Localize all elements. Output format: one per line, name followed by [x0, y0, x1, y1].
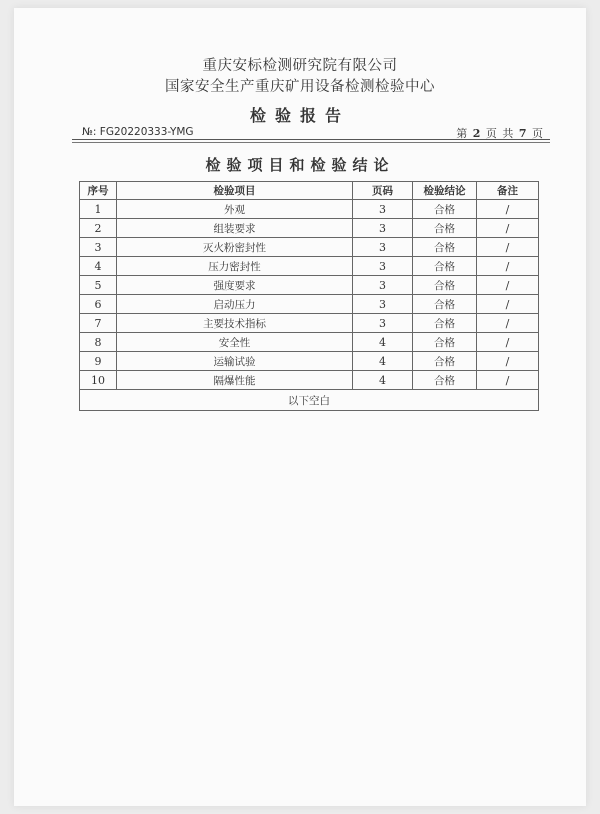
cell-page: 3 [353, 257, 413, 276]
page-current: 2 [472, 127, 482, 140]
table-row [80, 352, 539, 371]
cell-no: 1 [80, 200, 117, 219]
cell-remark: / [477, 219, 539, 238]
table-row [80, 238, 539, 257]
cell-conclusion: 合格 [413, 295, 477, 314]
header-rule-thin [72, 142, 550, 143]
cell-item: 主要技术指标 [117, 314, 353, 333]
inspection-table [79, 181, 539, 411]
column-header-conclusion: 检验结论 [413, 182, 477, 200]
cell-no: 2 [80, 219, 117, 238]
column-header-remark: 备注 [477, 182, 539, 200]
cell-conclusion: 合格 [413, 371, 477, 390]
table-row [80, 371, 539, 390]
cell-item: 灭火粉密封性 [117, 238, 353, 257]
cell-page: 3 [353, 219, 413, 238]
cell-item: 强度要求 [117, 276, 353, 295]
blank-below-note: 以下空白 [80, 390, 539, 411]
cell-no: 7 [80, 314, 117, 333]
table-row [80, 314, 539, 333]
cell-item: 外观 [117, 200, 353, 219]
report-number: №: FG20220333-YMG [82, 126, 194, 138]
header-rule [72, 139, 550, 140]
cell-item: 组装要求 [117, 219, 353, 238]
cell-item: 运输试验 [117, 352, 353, 371]
table-row [80, 257, 539, 276]
cell-conclusion: 合格 [413, 314, 477, 333]
column-header-item: 检验项目 [117, 182, 353, 200]
page-total: 7 [518, 127, 528, 140]
cell-no: 3 [80, 238, 117, 257]
cell-item: 安全性 [117, 333, 353, 352]
cell-remark: / [477, 352, 539, 371]
cell-no: 4 [80, 257, 117, 276]
cell-page: 4 [353, 333, 413, 352]
cell-page: 3 [353, 295, 413, 314]
cell-page: 3 [353, 314, 413, 333]
column-header-page: 页码 [353, 182, 413, 200]
cell-conclusion: 合格 [413, 257, 477, 276]
cell-page: 3 [353, 200, 413, 219]
table-row [80, 200, 539, 219]
table-header-row [80, 182, 539, 200]
cell-item: 压力密封性 [117, 257, 353, 276]
cell-remark: / [477, 200, 539, 219]
cell-remark: / [477, 257, 539, 276]
cell-conclusion: 合格 [413, 219, 477, 238]
cell-conclusion: 合格 [413, 200, 477, 219]
cell-conclusion: 合格 [413, 333, 477, 352]
column-header-no: 序号 [80, 182, 117, 200]
cell-no: 5 [80, 276, 117, 295]
cell-no: 9 [80, 352, 117, 371]
organization-name: 重庆安标检测研究院有限公司 [202, 58, 398, 74]
cell-page: 3 [353, 276, 413, 295]
cell-conclusion: 合格 [413, 238, 477, 257]
page-suffix: 页 [532, 127, 544, 140]
page-mid: 页 共 [485, 127, 515, 140]
cell-remark: / [477, 276, 539, 295]
table-footer-row [80, 390, 539, 411]
cell-conclusion: 合格 [413, 352, 477, 371]
cell-no: 8 [80, 333, 117, 352]
cell-page: 4 [353, 352, 413, 371]
table-row [80, 276, 539, 295]
center-name: 国家安全生产重庆矿用设备检测检验中心 [165, 79, 435, 95]
cell-remark: / [477, 371, 539, 390]
cell-remark: / [477, 333, 539, 352]
cell-page: 4 [353, 371, 413, 390]
cell-item: 隔爆性能 [117, 371, 353, 390]
cell-no: 10 [80, 371, 117, 390]
table-row [80, 295, 539, 314]
table-body [80, 200, 539, 390]
cell-remark: / [477, 295, 539, 314]
report-title: 检验报告 [249, 106, 350, 125]
page-prefix: 第 [456, 127, 469, 140]
table-row [80, 219, 539, 238]
table-row [80, 333, 539, 352]
cell-no: 6 [80, 295, 117, 314]
cell-conclusion: 合格 [413, 276, 477, 295]
cell-item: 启动压力 [117, 295, 353, 314]
cell-remark: / [477, 238, 539, 257]
section-title: 检验项目和检验结论 [205, 156, 395, 174]
cell-page: 3 [353, 238, 413, 257]
cell-remark: / [477, 314, 539, 333]
